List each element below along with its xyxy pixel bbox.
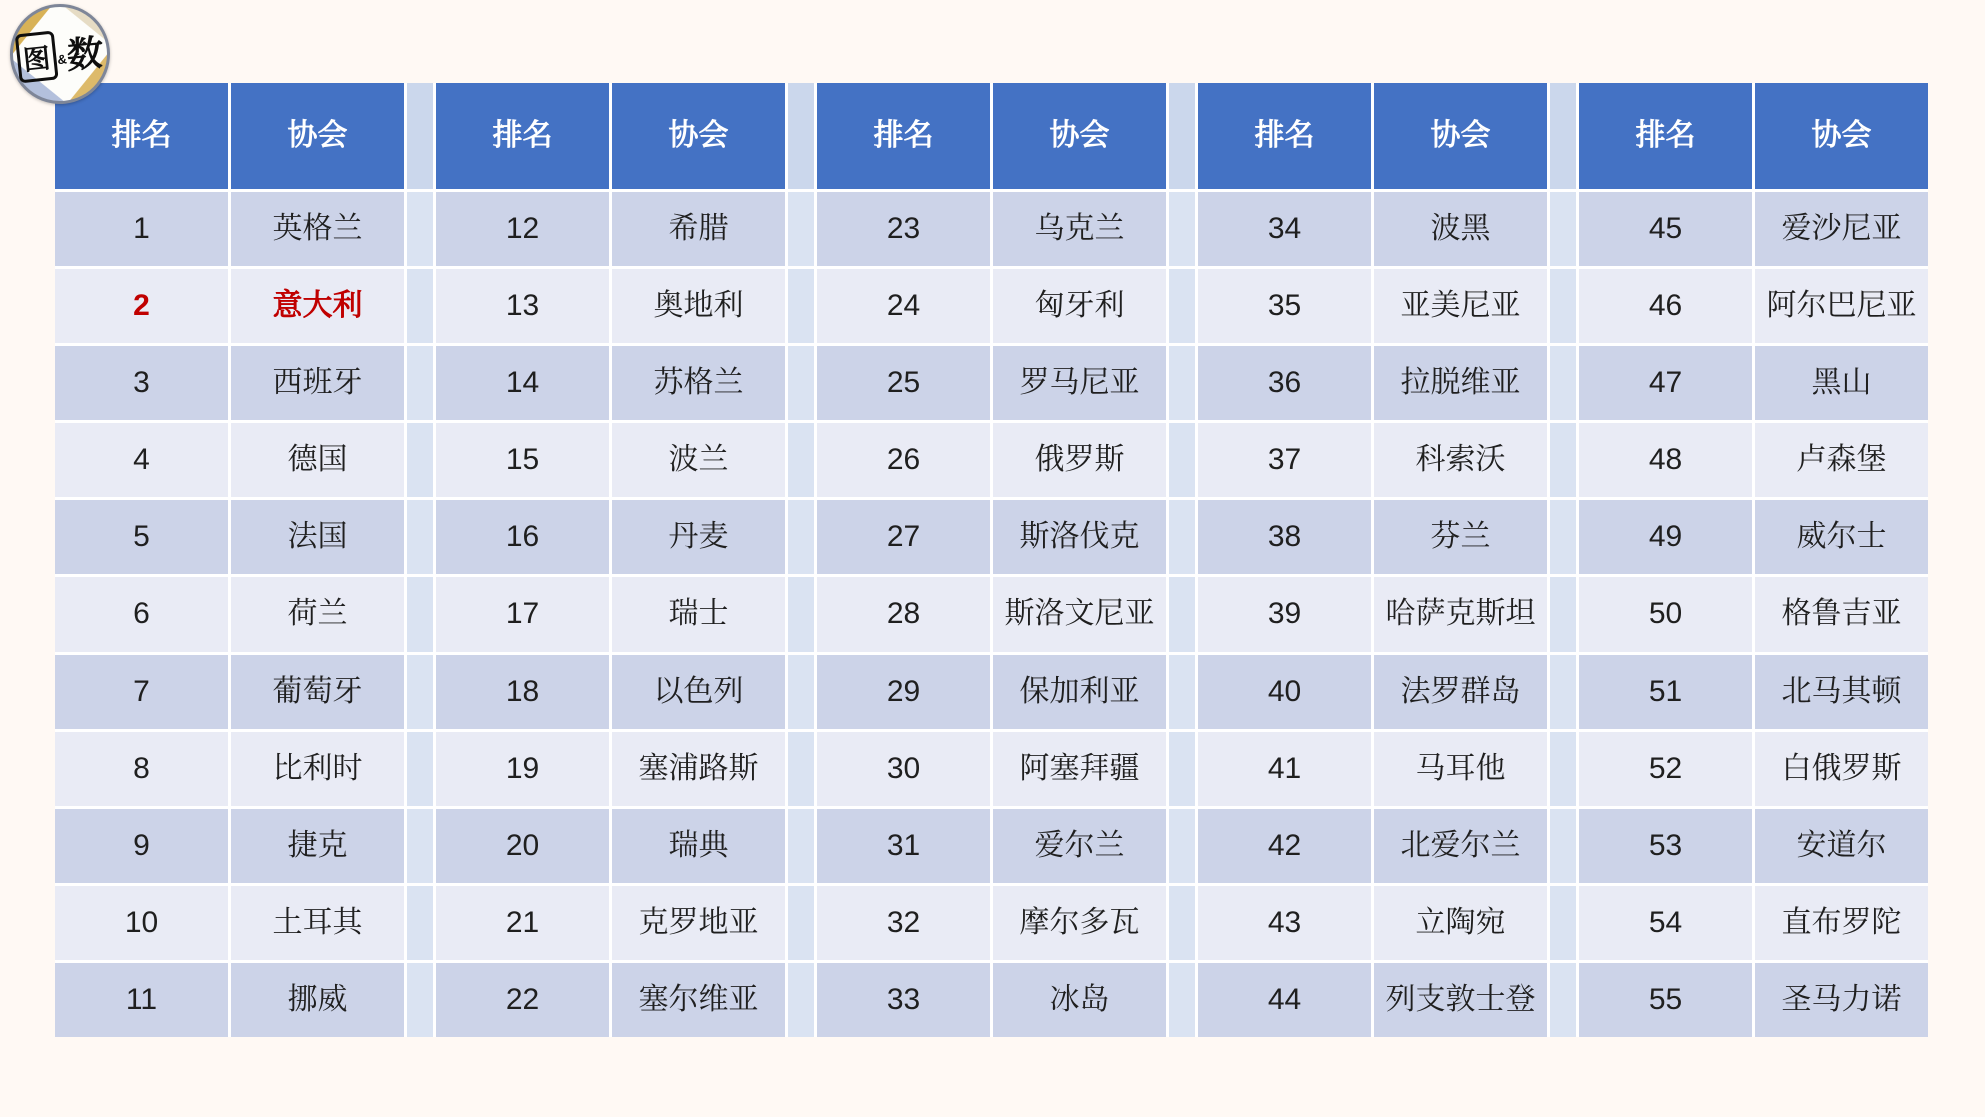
spacer-cell <box>407 886 433 960</box>
rank-cell: 50 <box>1579 577 1752 651</box>
assoc-header: 协会 <box>1374 83 1547 189</box>
spacer-cell <box>1169 269 1195 343</box>
assoc-cell: 俄罗斯 <box>993 423 1166 497</box>
assoc-cell: 阿尔巴尼亚 <box>1755 269 1928 343</box>
assoc-cell: 圣马力诺 <box>1755 963 1928 1037</box>
assoc-cell: 拉脱维亚 <box>1374 346 1547 420</box>
spacer-cell <box>1169 809 1195 883</box>
rank-cell: 25 <box>817 346 990 420</box>
assoc-cell: 斯洛伐克 <box>993 500 1166 574</box>
assoc-cell: 罗马尼亚 <box>993 346 1166 420</box>
assoc-cell: 挪威 <box>231 963 404 1037</box>
rank-cell: 44 <box>1198 963 1371 1037</box>
rank-cell: 18 <box>436 655 609 729</box>
spacer-cell <box>788 83 814 189</box>
logo-char-shu: 数 <box>67 30 103 76</box>
spacer-cell <box>1169 500 1195 574</box>
uefa-ranking-table <box>55 83 1928 1037</box>
rank-cell: 40 <box>1198 655 1371 729</box>
spacer-cell <box>1169 577 1195 651</box>
spacer-cell <box>1550 269 1576 343</box>
rank-cell: 49 <box>1579 500 1752 574</box>
assoc-cell: 匈牙利 <box>993 269 1166 343</box>
spacer-cell <box>1550 423 1576 497</box>
assoc-cell: 希腊 <box>612 192 785 266</box>
spacer-cell <box>788 346 814 420</box>
rank-cell: 20 <box>436 809 609 883</box>
assoc-cell: 亚美尼亚 <box>1374 269 1547 343</box>
rank-cell: 46 <box>1579 269 1752 343</box>
tushu-logo-text <box>14 24 105 84</box>
assoc-cell: 白俄罗斯 <box>1755 732 1928 806</box>
rank-header: 排名 <box>436 83 609 189</box>
rank-cell: 13 <box>436 269 609 343</box>
spacer-cell <box>407 423 433 497</box>
assoc-cell: 立陶宛 <box>1374 886 1547 960</box>
assoc-cell: 斯洛文尼亚 <box>993 577 1166 651</box>
assoc-cell: 乌克兰 <box>993 192 1166 266</box>
spacer-cell <box>788 809 814 883</box>
spacer-cell <box>1169 886 1195 960</box>
assoc-cell: 直布罗陀 <box>1755 886 1928 960</box>
rank-cell: 6 <box>55 577 228 651</box>
spacer-cell <box>1550 732 1576 806</box>
rank-header: 排名 <box>817 83 990 189</box>
rank-cell: 47 <box>1579 346 1752 420</box>
rank-cell: 33 <box>817 963 990 1037</box>
rank-header: 排名 <box>1198 83 1371 189</box>
spacer-cell <box>1169 423 1195 497</box>
assoc-cell: 丹麦 <box>612 500 785 574</box>
rank-cell: 23 <box>817 192 990 266</box>
rank-cell: 54 <box>1579 886 1752 960</box>
spacer-cell <box>788 886 814 960</box>
assoc-cell: 瑞士 <box>612 577 785 651</box>
assoc-cell: 奥地利 <box>612 269 785 343</box>
rank-cell: 12 <box>436 192 609 266</box>
assoc-cell: 卢森堡 <box>1755 423 1928 497</box>
assoc-cell: 波黑 <box>1374 192 1547 266</box>
spacer-cell <box>1550 963 1576 1037</box>
spacer-cell <box>407 269 433 343</box>
assoc-cell: 以色列 <box>612 655 785 729</box>
rank-cell: 28 <box>817 577 990 651</box>
spacer-cell <box>788 577 814 651</box>
rank-cell: 15 <box>436 423 609 497</box>
rank-cell: 39 <box>1198 577 1371 651</box>
spacer-cell <box>1169 83 1195 189</box>
rank-cell: 11 <box>55 963 228 1037</box>
assoc-cell: 保加利亚 <box>993 655 1166 729</box>
spacer-cell <box>1550 192 1576 266</box>
spacer-cell <box>407 83 433 189</box>
assoc-cell: 波兰 <box>612 423 785 497</box>
rank-cell: 24 <box>817 269 990 343</box>
rank-cell: 9 <box>55 809 228 883</box>
assoc-cell: 塞尔维亚 <box>612 963 785 1037</box>
rank-cell: 7 <box>55 655 228 729</box>
rank-cell: 51 <box>1579 655 1752 729</box>
assoc-header: 协会 <box>1755 83 1928 189</box>
logo-ampersand: & <box>56 50 68 67</box>
assoc-header: 协会 <box>231 83 404 189</box>
spacer-cell <box>788 655 814 729</box>
assoc-cell: 捷克 <box>231 809 404 883</box>
rank-cell: 29 <box>817 655 990 729</box>
rank-header: 排名 <box>1579 83 1752 189</box>
rank-cell: 2 <box>55 269 228 343</box>
spacer-cell <box>788 192 814 266</box>
spacer-cell <box>788 963 814 1037</box>
rank-cell: 4 <box>55 423 228 497</box>
logo-char-tu: 图 <box>14 30 58 83</box>
assoc-cell: 克罗地亚 <box>612 886 785 960</box>
rank-cell: 22 <box>436 963 609 1037</box>
spacer-cell <box>788 269 814 343</box>
spacer-cell <box>1550 886 1576 960</box>
assoc-cell: 北爱尔兰 <box>1374 809 1547 883</box>
assoc-cell: 比利时 <box>231 732 404 806</box>
rank-cell: 5 <box>55 500 228 574</box>
assoc-cell: 塞浦路斯 <box>612 732 785 806</box>
rank-cell: 10 <box>55 886 228 960</box>
assoc-cell: 土耳其 <box>231 886 404 960</box>
rank-cell: 3 <box>55 346 228 420</box>
assoc-cell: 德国 <box>231 423 404 497</box>
assoc-cell: 哈萨克斯坦 <box>1374 577 1547 651</box>
rank-cell: 45 <box>1579 192 1752 266</box>
rank-cell: 14 <box>436 346 609 420</box>
rank-cell: 19 <box>436 732 609 806</box>
rank-cell: 27 <box>817 500 990 574</box>
spacer-cell <box>1169 192 1195 266</box>
assoc-cell: 北马其顿 <box>1755 655 1928 729</box>
rank-cell: 34 <box>1198 192 1371 266</box>
spacer-cell <box>407 500 433 574</box>
rank-cell: 52 <box>1579 732 1752 806</box>
spacer-cell <box>1550 500 1576 574</box>
rank-cell: 43 <box>1198 886 1371 960</box>
assoc-cell: 摩尔多瓦 <box>993 886 1166 960</box>
spacer-cell <box>1550 346 1576 420</box>
rank-cell: 38 <box>1198 500 1371 574</box>
rank-cell: 41 <box>1198 732 1371 806</box>
assoc-cell: 法罗群岛 <box>1374 655 1547 729</box>
spacer-cell <box>1550 83 1576 189</box>
assoc-header: 协会 <box>993 83 1166 189</box>
spacer-cell <box>407 577 433 651</box>
assoc-cell: 科索沃 <box>1374 423 1547 497</box>
assoc-cell: 法国 <box>231 500 404 574</box>
assoc-cell: 葡萄牙 <box>231 655 404 729</box>
assoc-cell: 爱沙尼亚 <box>1755 192 1928 266</box>
spacer-cell <box>788 500 814 574</box>
assoc-cell: 荷兰 <box>231 577 404 651</box>
assoc-cell: 爱尔兰 <box>993 809 1166 883</box>
assoc-cell: 马耳他 <box>1374 732 1547 806</box>
spacer-cell <box>788 423 814 497</box>
assoc-cell: 阿塞拜疆 <box>993 732 1166 806</box>
spacer-cell <box>788 732 814 806</box>
assoc-cell: 冰岛 <box>993 963 1166 1037</box>
rank-cell: 26 <box>817 423 990 497</box>
assoc-cell: 列支敦士登 <box>1374 963 1547 1037</box>
spacer-cell <box>1169 346 1195 420</box>
spacer-cell <box>1169 655 1195 729</box>
rank-cell: 31 <box>817 809 990 883</box>
rank-cell: 8 <box>55 732 228 806</box>
assoc-cell: 瑞典 <box>612 809 785 883</box>
rank-cell: 48 <box>1579 423 1752 497</box>
rank-cell: 17 <box>436 577 609 651</box>
assoc-cell: 西班牙 <box>231 346 404 420</box>
rank-cell: 1 <box>55 192 228 266</box>
rank-cell: 36 <box>1198 346 1371 420</box>
rank-cell: 30 <box>817 732 990 806</box>
spacer-cell <box>1169 963 1195 1037</box>
assoc-cell: 格鲁吉亚 <box>1755 577 1928 651</box>
spacer-cell <box>1550 655 1576 729</box>
rank-cell: 16 <box>436 500 609 574</box>
spacer-cell <box>407 346 433 420</box>
spacer-cell <box>407 192 433 266</box>
assoc-header: 协会 <box>612 83 785 189</box>
spacer-cell <box>1550 577 1576 651</box>
assoc-cell: 意大利 <box>231 269 404 343</box>
rank-cell: 37 <box>1198 423 1371 497</box>
rank-cell: 55 <box>1579 963 1752 1037</box>
assoc-cell: 芬兰 <box>1374 500 1547 574</box>
spacer-cell <box>407 809 433 883</box>
rank-header: 排名 <box>55 83 228 189</box>
spacer-cell <box>1550 809 1576 883</box>
spacer-cell <box>407 963 433 1037</box>
rank-cell: 21 <box>436 886 609 960</box>
assoc-cell: 苏格兰 <box>612 346 785 420</box>
rank-cell: 32 <box>817 886 990 960</box>
spacer-cell <box>407 655 433 729</box>
rank-cell: 35 <box>1198 269 1371 343</box>
rank-cell: 53 <box>1579 809 1752 883</box>
assoc-cell: 安道尔 <box>1755 809 1928 883</box>
spacer-cell <box>1169 732 1195 806</box>
assoc-cell: 威尔士 <box>1755 500 1928 574</box>
rank-cell: 42 <box>1198 809 1371 883</box>
assoc-cell: 英格兰 <box>231 192 404 266</box>
assoc-cell: 黑山 <box>1755 346 1928 420</box>
spacer-cell <box>407 732 433 806</box>
